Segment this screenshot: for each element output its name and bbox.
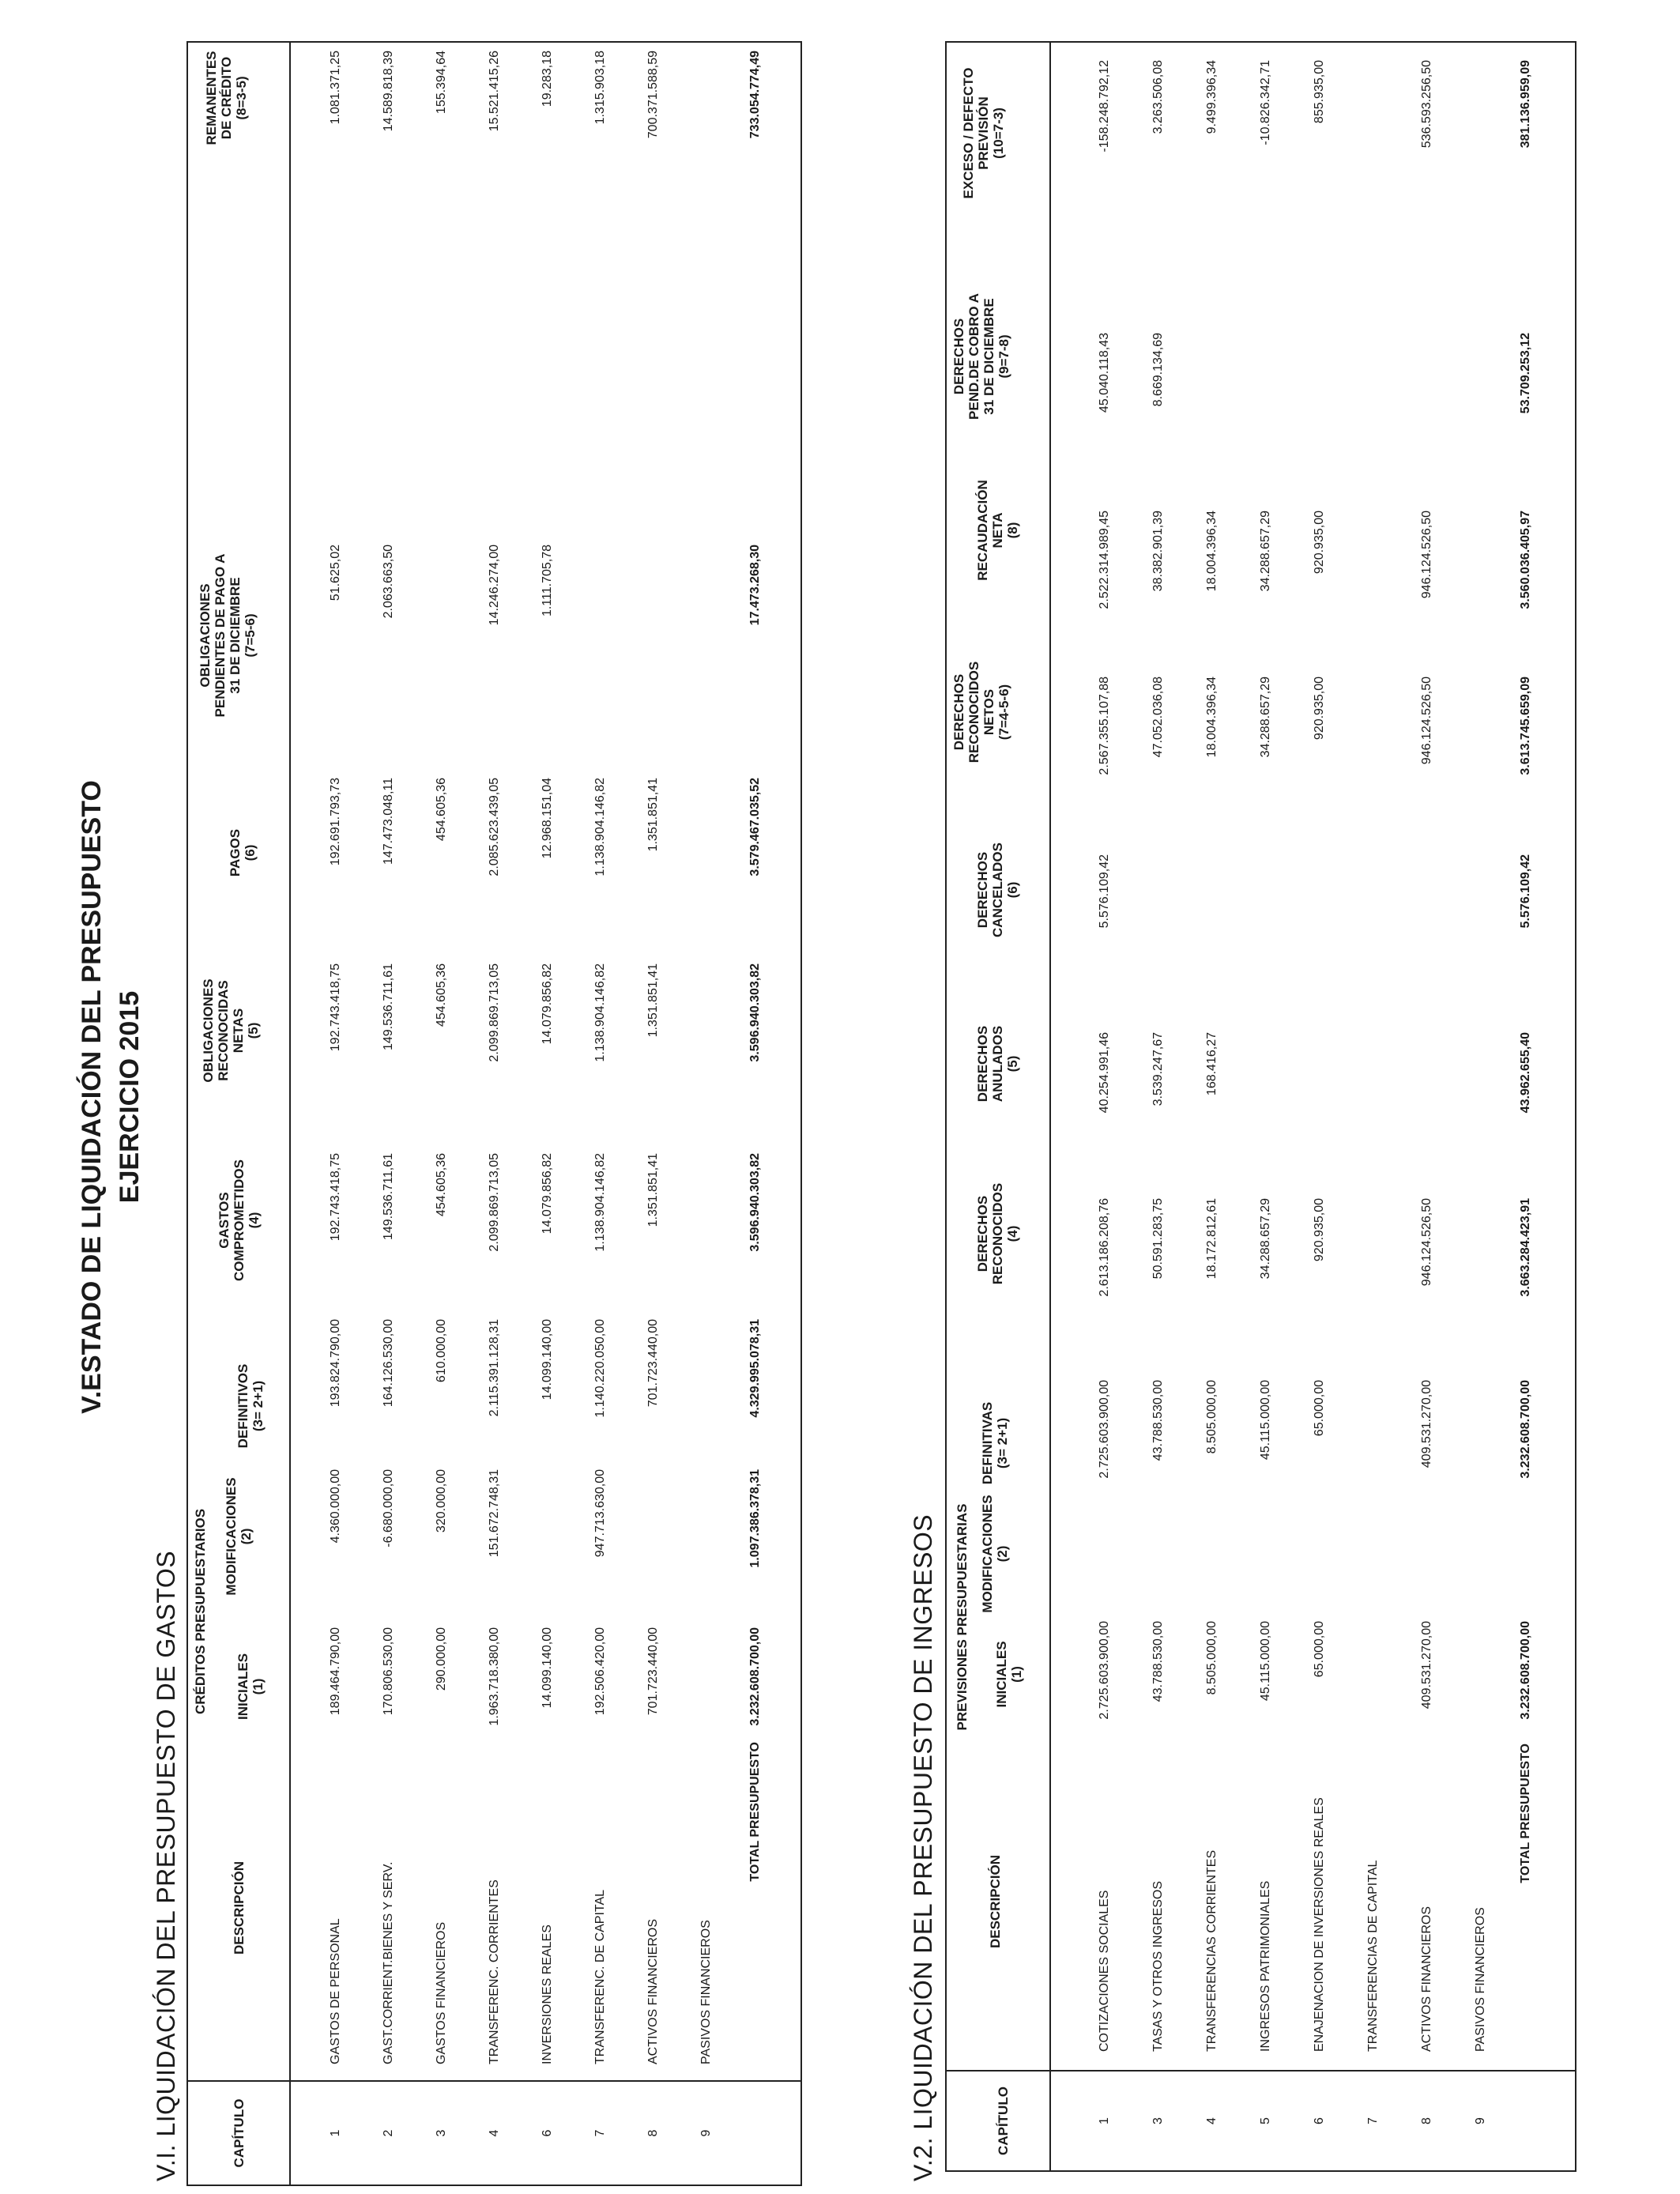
total-anulados: 43.962.655,40 [1519, 1032, 1532, 1114]
remanentes-cell: 14.589.818,39 [382, 51, 395, 132]
comprometidos-cell: 14.079.856,82 [541, 1153, 554, 1235]
ingresos-section-title: V.2. LIQUIDACIÓN DEL PRESUPUESTO DE INGRESOS [909, 1514, 937, 2181]
comprometidos-cell: 1.351.851,41 [646, 1153, 660, 1227]
netos-cell: 2.567.355.107,88 [1098, 677, 1111, 775]
header-divider [289, 43, 291, 2185]
header-pend-cobro: DERECHOS PEND.DE COBRO A 31 DE DICIEMBRE (9=7-8) [951, 293, 1011, 420]
header-definitivos: DEFINITIVOS (3= 2+1) [235, 1363, 266, 1449]
capitulo-cell: 2 [382, 2129, 395, 2137]
header-descripcion: DESCRIPCIÓN [232, 1860, 247, 1955]
reconocidos-cell: 2.613.186.208,76 [1098, 1198, 1111, 1297]
definitivos-cell: 2.115.391.128,31 [488, 1319, 501, 1417]
pendientes-cell: 14.246.274,00 [488, 545, 501, 626]
total-pagos: 3.579.467.035,52 [748, 778, 762, 876]
descripcion-cell: TASAS Y OTROS INGRESOS [1151, 1880, 1165, 2052]
document-title: V.ESTADO DE LIQUIDACIÓN DEL PRESUPUESTO [77, 780, 107, 1414]
descripcion-cell: GASTOS FINANCIEROS [435, 1921, 448, 2064]
remanentes-cell: 700.371.588,59 [646, 51, 660, 139]
header-pendientes: OBLIGACIONES PENDIENTES DE PAGO A 31 DE DICIEMBRE (7=5-6) [198, 553, 258, 718]
comprometidos-cell: 192.743.418,75 [329, 1153, 342, 1242]
descripcion-cell: PASIVOS FINANCIEROS [1474, 1907, 1487, 2052]
definitivas-cell: 409.531.270,00 [1420, 1380, 1433, 1468]
total-definitivos: 4.329.995.078,31 [748, 1319, 762, 1418]
pagos-cell: 2.085.623.439,05 [488, 778, 501, 876]
iniciales-cell: 65.000,00 [1313, 1621, 1326, 1678]
capitulo-cell: 4 [1205, 2117, 1219, 2124]
remanentes-cell: 155.394,64 [435, 51, 448, 115]
modificaciones-cell: 4.360.000,00 [329, 1469, 342, 1544]
iniciales-cell: 14.099.140,00 [541, 1627, 554, 1709]
iniciales-cell: 170.806.530,00 [382, 1627, 395, 1716]
header-iniciales: INICIALES (1) [994, 1641, 1024, 1708]
capitulo-cell: 1 [329, 2129, 342, 2137]
iniciales-cell: 45.115.000,00 [1259, 1621, 1272, 1702]
capitulo-cell: 9 [699, 2129, 713, 2137]
netos-cell: 946.124.526,50 [1420, 677, 1433, 765]
total-exceso: 381.136.959,09 [1519, 60, 1532, 149]
total-remanentes: 733.054.774,49 [748, 51, 762, 139]
descripcion-cell: PASIVOS FINANCIEROS [699, 1920, 713, 2064]
iniciales-cell: 2.725.603.900,00 [1098, 1621, 1111, 1720]
header-modificaciones: MODIFICACIONES (2) [980, 1495, 1010, 1613]
pend-cobro-cell: 45.040.118,43 [1098, 333, 1111, 413]
cancelados-cell: 5.576.109,42 [1098, 854, 1111, 929]
capitulo-cell: 7 [1366, 2117, 1380, 2124]
ingresos-table [945, 41, 1576, 2172]
capitulo-cell: 8 [1420, 2117, 1433, 2124]
modificaciones-cell: 947.713.630,00 [593, 1469, 607, 1558]
definitivas-cell: 43.788.530,00 [1151, 1380, 1165, 1461]
comprometidos-cell: 2.099.869.713,05 [488, 1153, 501, 1252]
gastos-section-title: V.I. LIQUIDACIÓN DEL PRESUPUESTO DE GASTOS [152, 1550, 180, 2181]
descripcion-cell: GASTOS DE PERSONAL [329, 1918, 342, 2064]
netos-cell: 18.004.396,34 [1205, 677, 1219, 758]
exceso-cell: -10.826.342,71 [1259, 60, 1272, 145]
total-modificaciones: 1.097.386.378,31 [748, 1469, 762, 1568]
total-comprometidos: 3.596.940.303,82 [748, 1153, 762, 1252]
header-exceso: EXCESO / DEFECTO PREVISIÓN (10=7-3) [961, 67, 1006, 199]
exceso-cell: 536.593.256,50 [1420, 60, 1433, 149]
descripcion-cell: TRANSFERENCIAS DE CAPITAL [1366, 1860, 1380, 2052]
total-iniciales: 3.232.608.700,00 [748, 1627, 762, 1726]
pagos-cell: 1.351.851,41 [646, 778, 660, 852]
header-divider [1049, 43, 1051, 2170]
total-obligaciones: 3.596.940.303,82 [748, 963, 762, 1062]
iniciales-cell: 192.506.420,00 [593, 1627, 607, 1716]
exceso-cell: 3.263.506,08 [1151, 60, 1165, 134]
gastos-table [186, 41, 802, 2186]
reconocidos-cell: 946.124.526,50 [1420, 1198, 1433, 1287]
comprometidos-cell: 454.605,36 [435, 1153, 448, 1217]
recaudacion-cell: 946.124.526,50 [1420, 511, 1433, 599]
comprometidos-cell: 1.138.904.146,82 [593, 1153, 607, 1252]
descripcion-cell: COTIZACIONES SOCIALES [1098, 1890, 1111, 2052]
iniciales-cell: 43.788.530,00 [1151, 1621, 1165, 1702]
definitivos-cell: 701.723.440,00 [646, 1319, 660, 1408]
remanentes-cell: 15.521.415,26 [488, 51, 501, 132]
recaudacion-cell: 34.288.657,29 [1259, 511, 1272, 592]
descripcion-cell: ENAJENACION DE INVERSIONES REALES [1313, 1797, 1326, 2052]
header-comprometidos: GASTOS COMPROMETIDOS (4) [217, 1159, 262, 1281]
header-netos: DERECHOS RECONOCIDOS NETOS (7=4-5-6) [951, 661, 1011, 763]
obligaciones-cell: 454.605,36 [435, 963, 448, 1027]
definitivos-cell: 164.126.530,00 [382, 1319, 395, 1408]
reconocidos-cell: 34.288.657,29 [1259, 1198, 1272, 1280]
recaudacion-cell: 38.382.901,39 [1151, 511, 1165, 592]
modificaciones-cell: 320.000,00 [435, 1469, 448, 1533]
descripcion-cell: ACTIVOS FINANCIEROS [646, 1918, 660, 2064]
capitulo-cell: 7 [593, 2129, 607, 2137]
header-anulados: DERECHOS ANULADOS (5) [975, 1025, 1020, 1103]
total-netos: 3.613.745.659,09 [1519, 677, 1532, 775]
capitulo-cell: 3 [1151, 2117, 1165, 2124]
document-subtitle: EJERCICIO 2015 [115, 990, 145, 1204]
anulados-cell: 168.416,27 [1205, 1032, 1219, 1096]
header-modificaciones: MODIFICACIONES (2) [224, 1477, 254, 1596]
header-descripcion: DESCRIPCIÓN [988, 1854, 1003, 1949]
netos-cell: 920.935,00 [1313, 677, 1326, 741]
total-label: TOTAL PRESUPUESTO [748, 1742, 762, 1882]
definitivas-cell: 8.505.000,00 [1205, 1380, 1219, 1454]
total-reconocidos: 3.663.284.423,91 [1519, 1198, 1532, 1297]
definitivas-cell: 45.115.000,00 [1259, 1380, 1272, 1461]
pagos-cell: 12.968.151,04 [541, 778, 554, 859]
obligaciones-cell: 149.536.711,61 [382, 963, 395, 1051]
netos-cell: 47.052.036,08 [1151, 677, 1165, 758]
netos-cell: 34.288.657,29 [1259, 677, 1272, 758]
capitulo-cell: 1 [1098, 2117, 1111, 2124]
remanentes-cell: 19.283,18 [541, 51, 554, 107]
remanentes-cell: 1.315.903,18 [593, 51, 607, 125]
iniciales-cell: 1.963.718.380,00 [488, 1627, 501, 1726]
exceso-cell: -158.248.792,12 [1098, 60, 1111, 153]
definitivos-cell: 610.000,00 [435, 1319, 448, 1383]
modificaciones-cell: -6.680.000,00 [382, 1469, 395, 1547]
obligaciones-cell: 1.351.851,41 [646, 963, 660, 1038]
capitulo-cell: 5 [1259, 2117, 1272, 2124]
iniciales-cell: 409.531.270,00 [1420, 1621, 1433, 1710]
obligaciones-cell: 14.079.856,82 [541, 963, 554, 1045]
header-remanentes: REMANENTES DE CRÉDITO (8=3-5) [204, 51, 249, 145]
descripcion-cell: INGRESOS PATRIMONIALES [1259, 1880, 1272, 2052]
iniciales-cell: 189.464.790,00 [329, 1627, 342, 1716]
comprometidos-cell: 149.536.711,61 [382, 1153, 395, 1241]
header-pagos: PAGOS (6) [228, 828, 258, 877]
iniciales-cell: 701.723.440,00 [646, 1627, 660, 1716]
header-capitulo: CAPÍTULO [996, 2087, 1011, 2155]
total-label: TOTAL PRESUPUESTO [1519, 1744, 1532, 1883]
modificaciones-cell: 151.672.748,31 [488, 1469, 501, 1558]
header-capitulo: CAPÍTULO [232, 2098, 247, 2168]
exceso-cell: 855.935,00 [1313, 60, 1326, 124]
descripcion-cell: TRANSFERENC. DE CAPITAL [593, 1889, 607, 2064]
total-recaudacion: 3.560.036.405,97 [1519, 511, 1532, 609]
reconocidos-cell: 920.935,00 [1313, 1198, 1326, 1262]
capitulo-cell: 3 [435, 2129, 448, 2137]
descripcion-cell: INVERSIONES REALES [541, 1924, 554, 2064]
obligaciones-cell: 2.099.869.713,05 [488, 963, 501, 1062]
total-pendientes: 17.473.268,30 [748, 545, 762, 626]
definitivas-cell: 65.000,00 [1313, 1380, 1326, 1437]
capitulo-cell: 9 [1474, 2117, 1487, 2124]
iniciales-cell: 290.000,00 [435, 1627, 448, 1691]
pendientes-cell: 51.625,02 [329, 545, 342, 601]
definitivos-cell: 1.140.220.050,00 [593, 1319, 607, 1418]
pagos-cell: 1.138.904.146,82 [593, 778, 607, 876]
anulados-cell: 40.254.991,46 [1098, 1032, 1111, 1114]
pendientes-cell: 2.063.663,50 [382, 545, 395, 619]
remanentes-cell: 1.081.371,25 [329, 51, 342, 125]
definitivos-cell: 14.099.140,00 [541, 1319, 554, 1400]
total-cancelados: 5.576.109,42 [1519, 854, 1532, 929]
definitivos-cell: 193.824.790,00 [329, 1319, 342, 1408]
header-recaudacion: RECAUDACIÓN NETA (8) [975, 480, 1020, 581]
capitulo-cell: 8 [646, 2129, 660, 2137]
total-definitivas: 3.232.608.700,00 [1519, 1380, 1532, 1479]
descripcion-cell: GAST.CORRIENT.BIENES Y SERV. [382, 1861, 395, 2064]
exceso-cell: 9.499.396,34 [1205, 60, 1219, 134]
pagos-cell: 454.605,36 [435, 778, 448, 842]
header-cancelados: DERECHOS CANCELADOS (6) [975, 843, 1020, 937]
reconocidos-cell: 18.172.812,61 [1205, 1198, 1219, 1280]
descripcion-cell: TRANSFERENCIAS CORRIENTES [1205, 1849, 1219, 2052]
descripcion-cell: TRANSFERENC. CORRIENTES [488, 1879, 501, 2064]
pend-cobro-cell: 8.669.134,69 [1151, 333, 1165, 407]
definitivas-cell: 2.725.603.900,00 [1098, 1380, 1111, 1479]
total-pend-cobro: 53.709.253,12 [1519, 333, 1532, 414]
header-iniciales: INICIALES (1) [235, 1653, 266, 1721]
pendientes-cell: 1.111.705,78 [541, 545, 554, 617]
pagos-cell: 192.691.793,73 [329, 778, 342, 866]
capitulo-cell: 6 [1313, 2117, 1326, 2124]
capitulo-cell: 6 [541, 2129, 554, 2137]
descripcion-cell: ACTIVOS FINANCIEROS [1420, 1906, 1433, 2052]
capitulo-cell: 4 [488, 2129, 501, 2137]
pagos-cell: 147.473.048,11 [382, 778, 395, 865]
creditos-group-header: CRÉDITOS PRESUPUESTARIOS [193, 1508, 208, 1715]
obligaciones-cell: 192.743.418,75 [329, 963, 342, 1052]
total-iniciales: 3.232.608.700,00 [1519, 1621, 1532, 1720]
obligaciones-cell: 1.138.904.146,82 [593, 963, 607, 1062]
header-definitivas: DEFINITIVAS (3= 2+1) [980, 1401, 1010, 1485]
header-reconocidos: DERECHOS RECONOCIDOS (4) [975, 1182, 1020, 1285]
recaudacion-cell: 2.522.314.989,45 [1098, 511, 1111, 609]
previsiones-group-header: PREVISIONES PRESUPUESTARIAS [955, 1503, 970, 1731]
reconocidos-cell: 50.591.283,75 [1151, 1198, 1165, 1280]
header-obligaciones: OBLIGACIONES RECONOCIDAS NETAS (5) [201, 978, 261, 1083]
iniciales-cell: 8.505.000,00 [1205, 1621, 1219, 1695]
recaudacion-cell: 18.004.396,34 [1205, 511, 1219, 592]
anulados-cell: 3.539.247,67 [1151, 1032, 1165, 1106]
recaudacion-cell: 920.935,00 [1313, 511, 1326, 575]
